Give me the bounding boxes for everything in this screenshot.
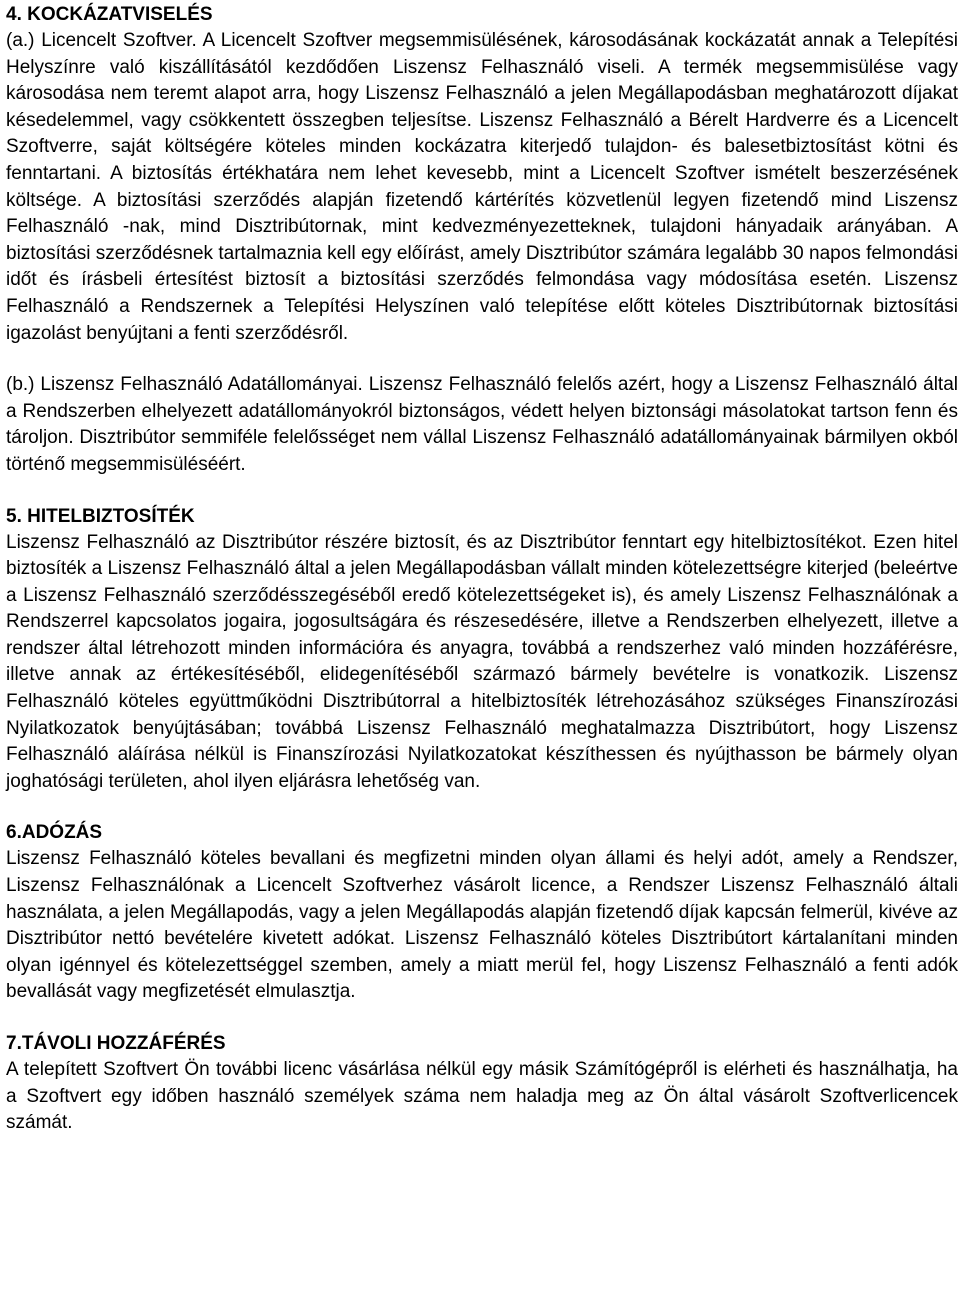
section-risk xyxy=(6,2,958,479)
paragraph-remote-access: A telepített Szoftvert Ön további licenc vásárlása nélkül egy másik Számítógépről is elérheti és használhatja, ha a Szoftvert egy időben használó személyek száma nem haladja meg az Ön által vásárolt Szoftverlicencek számát. xyxy=(6,1059,958,1134)
section-heading: 7.TÁVOLI HOZZÁFÉRÉS xyxy=(6,1033,226,1054)
section-heading: 5. HITELBIZTOSÍTÉK xyxy=(6,505,195,527)
section-heading: 6.ADÓZÁS xyxy=(6,822,103,844)
paragraph-taxation: Liszensz Felhasználó köteles bevallani és megfizetni minden olyan állami és helyi adót, amely a Rendszer, Liszensz Felhasználónak a Licencelt Szoftverhez vásárolt licence, a Rendszer Liszensz Felhasználó általi használata, a jelen Megállapodás, vagy a jelen Megállapodás alapján fizetendő díjak kapcsán felmerül, kivéve az Disztribútor nettó bevételére kivetett adókat. Liszensz Felhasználó köteles Disztribútort kártalanítani minden olyan igénnyel és kötelezettséggel szemben, amely a miatt merül fel, hogy Liszensz Felhasználó a fenti adók bevallását vagy megfizetését elmulasztja. xyxy=(6,848,958,1003)
paragraph-licensed-software: (a.) Licencelt Szoftver. A Licencelt Szoftver megsemmisülésének, károsodásának kockázatát annak a Telepítési Helyszínre való kiszállításától kezdődően Liszensz Felhasználó viseli. A termék megsemmisülése vagy károsodása nem teremt alapot arra, hogy Liszensz Felhasználó a jelen Megállapodásban meghatározott díjakat késedelemmel, vagy csökkentett összegben teljesítse. Liszensz Felhasználó a Bérelt Hardverre és a Licencelt Szoftverre, saját költségére köteles minden kockázatra kiterjedő tulajdon- és balesetbiztosítást kötni és fenntartani. A biztosítás értékhatára nem lehet kevesebb, mint a Licencelt Szoftver ismételt beszerzésének költsége. A biztosítási szerződés alapján fizetendő kártérítés közvetlenül legyen fizetendő mind Liszensz Felhasználó -nak, mind Disztribútornak, mint kedvezményezetteknek, tulajdoni hányadaik arányában. A biztosítási szerződésnek tartalmaznia kell egy előírást, amely Disztribútor számára legalább 30 napos felmondási időt és írásbeli értesítést biztosít a biztosítási szerződés felmondása vagy módosítása esetén. Liszensz Felhasználó a Rendszernek a Telepítési Helyszínen való telepítése előtt köteles Disztribútornak biztosítási igazolást benyújtani a fenti szerződésről. xyxy=(6,30,958,344)
section-remote-access xyxy=(6,1031,958,1137)
paragraph-data-files: (b.) Liszensz Felhasználó Adatállományai. Liszensz Felhasználó felelős azért, hogy a Liszensz Felhasználó által a Rendszerben elhelyezett adatállományokról biztonságos, védett helyen biztonsági másolatokat tartson fenn és tároljon. Disztribútor semmiféle felelősséget nem vállal Liszensz Felhasználó adatállományainak bármilyen okból történő megsemmisüléséért. xyxy=(6,374,958,475)
section-taxation xyxy=(6,820,958,1006)
paragraph-credit-security: Liszensz Felhasználó az Disztribútor részére biztosít, és az Disztribútor fenntart egy hitelbiztosítékot. Ezen hitel biztosíték a Liszensz Felhasználó által a jelen Megállapodásban vállalt minden kötelezettségre kiterjed (beleértve a Liszensz Felhasználó szerződésszegéséből eredő kötelezettségeket is), és amely Liszensz Felhasználónak a Rendszerrel kapcsolatos jogaira, jogosultságára és részesedésére, illetve a Rendszerben elhelyezett, illetve a rendszer által létrehozott minden információra és anyagra, továbbá a rendszerhez való minden hozzáférésre, illetve annak az értékesítéséből, elidegenítéséből származó bármely bevételre is vonatkozik. Liszensz Felhasználó köteles együttműködni Disztribútorral a hitelbiztosíték létrehozásához szükséges Finanszírozási Nyilatkozatok benyújtásában; továbbá Liszensz Felhasználó meghatalmazza Disztribútort, hogy Liszensz Felhasználó aláírása nélkül is Finanszírozási Nyilatkozatokat készíthessen és nyújthasson be bármely olyan joghatósági területen, ahol ilyen eljárásra lehetőség van. xyxy=(6,531,958,792)
section-heading: 4. KOCKÁZATVISELÉS xyxy=(6,4,213,25)
section-credit-security xyxy=(6,504,958,796)
